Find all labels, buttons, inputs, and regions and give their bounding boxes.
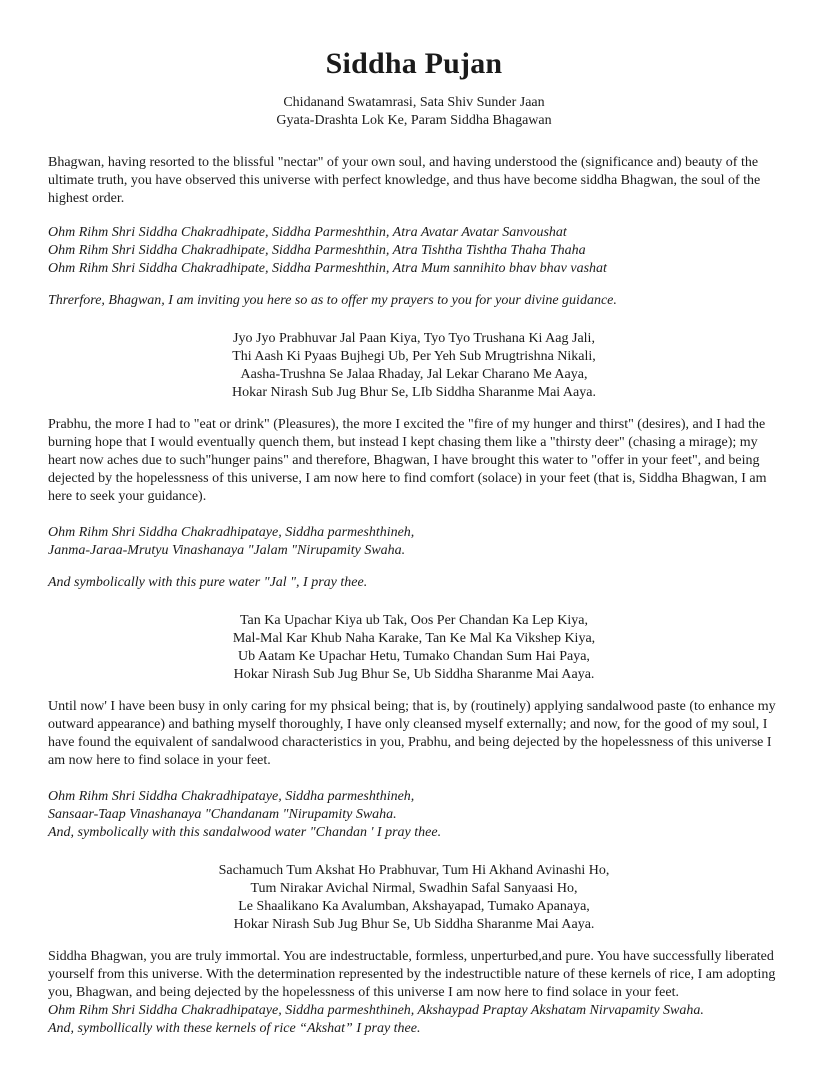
subtitle-line: Gyata-Drashta Lok Ke, Param Siddha Bhagawan bbox=[276, 113, 552, 128]
subtitle-couplet bbox=[48, 94, 780, 130]
verse-line: Hokar Nirash Sub Jug Bhur Se, LIb Siddha Sharanme Mai Aaya. bbox=[232, 385, 596, 400]
invitation-line: Threrfore, Bhagwan, I am inviting you here so as to offer my prayers to you for your divine guidance. bbox=[48, 293, 617, 308]
verse-line: Ub Aatam Ke Upachar Hetu, Tumako Chandan Sum Hai Paya, bbox=[238, 649, 590, 664]
invocation-line: Ohm Rihm Shri Siddha Chakradhipate, Siddha Parmeshthin, Atra Avatar Avatar Sanvoushat bbox=[48, 225, 567, 240]
mantra-chandan bbox=[48, 788, 780, 842]
verse-line: Aasha-Trushna Se Jalaa Rhaday, Jal Lekar Charano Me Aaya, bbox=[240, 367, 588, 382]
mantra-akshat bbox=[48, 1002, 780, 1038]
explanation-chandan: Until now' I have been busy in only caring for my phsical being; that is, by (routinely) applying sandalwood paste (to enhance my outward appearance) and bathing myself thoroughly, I have only cleansed myself externally; and now, for the good of my soul, I have found the equivalent of sandalwood characteristics in you, Prabhu, and being dejected by the hopelessness of this universe I am now here to find solace in your feet. bbox=[48, 699, 776, 768]
verse-chandan bbox=[48, 612, 780, 684]
invocation-mantras bbox=[48, 224, 780, 278]
verse-line: Thi Aash Ki Pyaas Bujhegi Ub, Per Yeh Sub Mrugtrishna Nikali, bbox=[232, 349, 596, 364]
verse-line: Sachamuch Tum Akshat Ho Prabhuvar, Tum Hi Akhand Avinashi Ho, bbox=[218, 863, 610, 878]
verse-line: Hokar Nirash Sub Jug Bhur Se, Ub Siddha Sharanme Mai Aaya. bbox=[233, 917, 595, 932]
verse-line: Tan Ka Upachar Kiya ub Tak, Oos Per Chandan Ka Lep Kiya, bbox=[239, 613, 589, 628]
invocation-line: Ohm Rihm Shri Siddha Chakradhipate, Siddha Parmeshthin, Atra Mum sannihito bhav bhav vashat bbox=[48, 261, 607, 276]
verse-line: Hokar Nirash Sub Jug Bhur Se, Ub Siddha Sharanme Mai Aaya. bbox=[233, 667, 595, 682]
mantra-line: And, symbollically with these kernels of rice “Akshat” I pray thee. bbox=[48, 1021, 421, 1036]
invocation-line: Ohm Rihm Shri Siddha Chakradhipate, Siddha Parmeshthin, Atra Tishtha Tishtha Thaha Thaha bbox=[48, 243, 586, 258]
explanation-akshat: Siddha Bhagwan, you are truly immortal. You are indestructable, formless, unperturbed,and pure. You have successfully liberated yourself from this universe. With the determination represented by the indestructible nature of these kernels of rice, I am adopting you, Bhagwan, and being dejected by the hopelessness of this universe I am now here to find solace in your feet. bbox=[48, 949, 776, 1000]
page-title: Siddha Pujan bbox=[325, 47, 503, 80]
verse-line: Le Shaalikano Ka Avalumban, Akshayapad, Tumako Apanaya, bbox=[238, 899, 590, 914]
intro-paragraph: Bhagwan, having resorted to the blissful "nectar" of your own soul, and having understood the (significance and) beauty of the ultimate truth, you have observed this universe with perfect knowledge, and thus have become siddha Bhagwan, the soul of the highest order. bbox=[48, 155, 761, 206]
offering-jal: And symbolically with this pure water "Jal ", I pray thee. bbox=[48, 575, 368, 590]
verse-line: Tum Nirakar Avichal Nirmal, Swadhin Safal Sanyaasi Ho, bbox=[250, 881, 578, 896]
mantra-line: Sansaar-Taap Vinashanaya "Chandanam "Nirupamity Swaha. bbox=[48, 807, 397, 822]
mantra-line: Janma-Jaraa-Mrutyu Vinashanaya "Jalam "Nirupamity Swaha. bbox=[48, 543, 406, 558]
subtitle-line: Chidanand Swatamrasi, Sata Shiv Sunder Jaan bbox=[283, 95, 545, 110]
mantra-line: And, symbolically with this sandalwood water "Chandan ' I pray thee. bbox=[48, 825, 442, 840]
verse-jal bbox=[48, 330, 780, 402]
verse-line: Jyo Jyo Prabhuvar Jal Paan Kiya, Tyo Tyo Trushana Ki Aag Jali, bbox=[233, 331, 595, 346]
mantra-line: Ohm Rihm Shri Siddha Chakradhipataye, Siddha parmeshthineh, bbox=[48, 525, 415, 540]
mantra-line: Ohm Rihm Shri Siddha Chakradhipataye, Siddha parmeshthineh, bbox=[48, 789, 415, 804]
mantra-line: Ohm Rihm Shri Siddha Chakradhipataye, Siddha parmeshthineh, Akshaypad Praptay Akshatam Nirvapamity Swaha. bbox=[48, 1003, 704, 1018]
verse-line: Mal-Mal Kar Khub Naha Karake, Tan Ke Mal Ka Vikshep Kiya, bbox=[232, 631, 596, 646]
mantra-jal bbox=[48, 524, 780, 560]
verse-akshat bbox=[48, 862, 780, 934]
explanation-jal: Prabhu, the more I had to "eat or drink" (Pleasures), the more I excited the "fire of my hunger and thirst" (desires), and I had the burning hope that I would eventually quench them, but instead I kept chasing them like a "thirsty deer" (chasing a mirage); my heart now aches due to such"hunger pains" and therefore, Bhagwan, I have brought this water to "offer in your feet", and being dejected by the hopelessness of this universe, I am now here to find comfort (solace) in your feet (that is, Siddha Bhagwan, I am here to seek your guidance). bbox=[48, 417, 767, 504]
